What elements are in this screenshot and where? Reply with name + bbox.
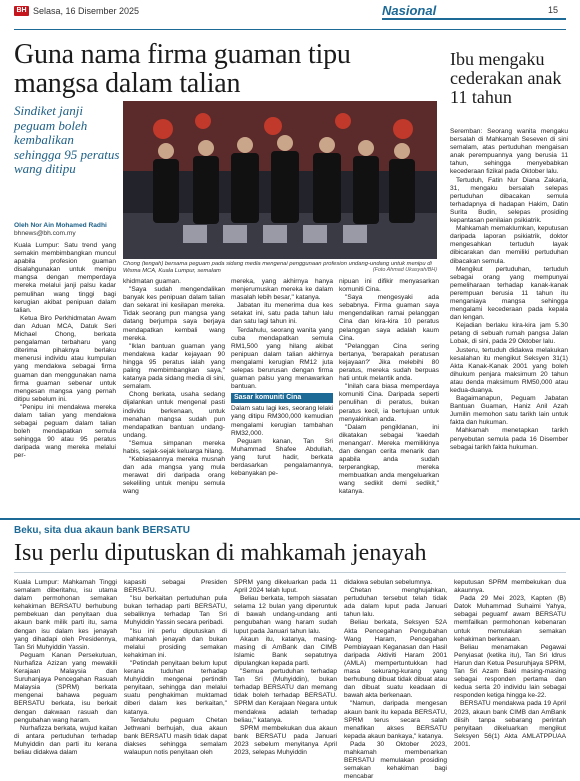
paragraph: SPRM membekukan dua akaun bank BERSATU pada Januari 2023 sebelum menyitanya April 2023, selepas Muhyiddin (234, 724, 337, 756)
story1-column-3 (231, 278, 333, 478)
paragraph: "Kebiasaannya mereka musnah dan ada mangsa yang mula merawat diri daripada orang sekeliling untuk menipu semula wang (123, 456, 225, 496)
story2-column-4 (344, 579, 447, 781)
paragraph: Terdahulu peguam Chetan Jethwani berhujah, dua akaun bank BERSATU masih tidak dapat diakses sehingga semalam walaupun notis penyitaan oleh (124, 716, 227, 756)
story2-headline: Isu perlu diputuskan di mahkamah jenayah (14, 540, 427, 566)
paragraph: mereka, yang akhirnya hanya menjerumuskan mereka ke dalam masalah lebih besar," katanya. (231, 278, 333, 302)
paragraph: Terdahulu, seorang wanita yang cuba mendapatkan semula RM1,500 yang hilang akibat penipuan dalam talian akhirnya mengalami kerugian RM12 juta selepas berurusan dengan firma guaman palsu yang menawarkan bantuan. (231, 326, 333, 391)
paragraph: "Pelanggan Cina sering bertanya, 'berapakah peratusan kejayaan?' Jika melebihi 80 peratus, mereka sudah berpuas hati untuk melantik anda. (339, 342, 439, 383)
paragraph: nipuan ini difikir menyasarkan komuniti Cina. (339, 278, 439, 294)
sidebar-body (450, 128, 568, 452)
story1-column-4 (339, 278, 439, 497)
story2-column-2 (124, 579, 227, 757)
paragraph: Pada 30 Oktober 2023, mahkamah membenarkan BERSATU memulakan prosiding semakan kehakiman bagi mencabar (344, 740, 447, 781)
story2-column-3 (234, 579, 337, 757)
header-rule (14, 29, 566, 30)
paragraph: "Penipu ini mendakwa mereka dalam talian yang mendakwa sebagai peguam dalam talian boleh mendapatkan semula sehingga 90 atau 95 peratus daripada wang mereka melalui per- (14, 403, 116, 460)
story2-kicker: Beku, sita dua akaun bank BERSATU (14, 525, 190, 536)
paragraph: BERSATU mendakwa pada 19 April 2023, akaun bank CIMB dan AmBank diisih tanpa sebarang perintah penyitaan dikeluarkan mengikut Seksyen 56(1) Akta AMLATPPUAA 2001. (454, 700, 566, 748)
story1-crosshead: Sasar komuniti Cina (231, 393, 333, 403)
paragraph: Peguam Kanan Persekutuan, Nurhafiza Azizan yang mewakili Kerajaan Malaysia dan Suruhanjaya Pencegahan Rasuah Malaysia (SPRM) berkata mengenai bahawa peguam BERSATU berkata, isu berkait dengan dakwaan rasuah dan pengubahan wang haram. (14, 651, 117, 724)
paragraph: Seremban: Seorang wanita mengaku bersalah di Mahkamah Seseven di sini semalam, atas pertuduhan mengaisan anak perempuannya yang berusia 11 tahun, sehingga menyebabkan kecederaan fizikal pada Oktober lalu. (450, 128, 568, 176)
paragraph: Nurhafizza berkata, wujud kaitan di antara pertuduhan terhadap Muhyiddin dan parti itu kerana beliau didakwa dalam (14, 724, 117, 756)
paragraph: Chong berkata, usaha sedang dijalankan untuk mengenal pasti individu berkenaan, untuk menahan mangsa sudah pun mendapatkan bantuan undang-undang. (123, 391, 225, 439)
paragraph: "Semua simpanan mereka habis, sejak-sejak keluarga hilang. (123, 439, 225, 455)
paragraph: "Saya mengesyaki ada sebabnya. Firma guaman saya mengendalikan ramai pelanggan Cina dan kira-kira 10 peratus pelanggan saya adalah kaum Cina. (339, 294, 439, 342)
paragraph: keputusan SPRM membekukan dua akaunnya. (454, 579, 566, 595)
paragraph: Tertuduh, Fatin Nur Diana Zakaria, 31, mengaku bersalah selepas pertuduhan dibacakan semula terhadapnya di hadapan Hakim, Datin Surita Budin, selepas prosiding kepantasan penilaian psikiatrik. (450, 176, 568, 225)
section-rule (382, 18, 566, 20)
story1-column-3-top (231, 278, 333, 391)
paragraph: "Dalam pengiklanan, ini dikatakan sebagai 'kaedah menangan'. Mereka memilikinya dan dengan cerita menarik dan apabila anda sudah terperangkap, mereka membuatkan anda mengeluarkan wang sedikit demi sedikit," katanya. (339, 423, 439, 496)
paragraph: "Inilah cara biasa memperdaya komuniti Cina. Daripada seperti penulihan di peratus, bukan peratus kecil, ia bertujuan untuk menyakinkan anda. (339, 383, 439, 423)
paragraph: "Isu ini perlu diputuskan di mahkamah jenayah dan bukan melalui prosiding semakan kehakiman ini. (124, 627, 227, 659)
story2-headline-rule (14, 572, 566, 573)
issue-date: Selasa, 16 Disember 2025 (33, 6, 140, 16)
paragraph: didakwa sebulan sebelumnya. (344, 579, 433, 586)
paragraph: Kejadian berlaku kira-kira jam 5.30 petang di sebuah rumah pangsa Jalan Lobak, di sini, pada 29 Oktober lalu. (450, 322, 568, 346)
story2-top-rule (0, 518, 580, 520)
paragraph: Mahkamah memaklumkan, keputusan daripada laporan psikiatrik, doktor mengesahkan tertuduh layak dibicarakan dan memiliki pertuduhan dibacakan semula. (450, 225, 568, 265)
paragraph: "Iklan bantuan guaman yang mendakwa kadar kejayaan 90 hingga 95 peratus ialah yang paling membimbangkan saya," katanya pada sidang media di sini, semalam. (123, 342, 225, 391)
paragraph: khidmatan guaman. (123, 278, 181, 285)
paragraph: Mengikut pertuduhan, tertuduh sebagai orang yang mempunyai pemeliharaan terhadap kanak-kanak perempuan berusia 11 tahun itu menganiaya mangsa sehingga mengalami kecederaan pada kepala dan lengan. (450, 265, 568, 322)
paragraph: Mahkamah menetapkan tarikh penyebutan semula pada 16 Disember sebagai tarikh fakta hukuman. (450, 427, 568, 451)
story2-column-5 (454, 579, 566, 749)
press-photo-illustration (123, 101, 437, 259)
story2-column-1 (14, 579, 117, 757)
paragraph: Beliau menamakan Pegawai Penyiasat (ketika itu), Tan Sri Idrus Harun dan Ketua Pesuruhjaya SPRM, Tan Sri Azam Baki masing-masing sebagai responden pertama dan kedua serta 20 individu lain sebagai responden ketiga hingga ke-22. (454, 643, 566, 700)
byline (14, 222, 134, 238)
paragraph: Kuala Lumpur: Mahkamah Tinggi semalam diberitahu, isu utama dalam permohonan semakan kehakiman BERSATU berhubung pembekuan dan penyitaan dua akaun bank milik parti itu, sama dengan isu dalam kes jenayah yang dihadapi oleh Presidennya, Tan Sri Muhyiddin Yassin. (14, 579, 117, 651)
byline-email: bhnews@bh.com.my (14, 230, 76, 237)
story1-column-3-bottom (231, 405, 333, 478)
sidebar-headline: Ibu mengaku cederakan anak 11 tahun (450, 49, 562, 107)
photo-credit: (Foto Ahmad Ukasyah/BH) (372, 267, 437, 273)
paragraph: Peguam kanan, Tan Sri Muhammad Shafee Abdullah, yang turut hadir, berkata berdasarkan pengalamannya, kebanyakan pe- (231, 437, 333, 478)
newspaper-logo: BH (14, 6, 29, 16)
photo-caption: Chong (tengah) bersama peguam pada sidang media mengenai penggunaan profesion undang-undang untuk menipu di Wisma MCA, Kuala Lumpur, semalam (123, 261, 432, 274)
paragraph: Dalam satu lagi kes, seorang lelaki yang ditipu RM300,000 kemudian mengalami kerugian tambahan RM32,000. (231, 405, 333, 437)
paragraph: Pada 29 Mei 2023, Kapten (B) Datok Muhammad Suhaimi Yahya, sebagai peguamf awam BERSATU memfailkan permohonan kebenaran untuk memulakan semakan kehakiman berkenaan. (454, 595, 566, 643)
paragraph: kapasiti sebagai Presiden BERSATU. (124, 579, 227, 595)
paragraph: Beliau berkata, Seksyen 52A Akta Pencegahan Pengubahan Wang Haram, Pencegahan Pembiayaan Keganasan dan Hasil daripada Aktiviti Haram 2001 (AMLA) mempertuntukkan had masa sekurang-kurang yang berhubung dibuat tidak dibuat atau dan dibuat suatu keadaan di bawah akta berkenaan. (344, 619, 447, 700)
page-header (0, 0, 580, 30)
section-name: Nasional (382, 3, 437, 18)
story1-column-2 (123, 278, 225, 497)
paragraph: Akaun itu, katanya, masing-masing di AmBank dan CIMB Islamic Bank sepatutnya dipulangkan kepada parti. (234, 635, 337, 667)
byline-name: Oleh Nor Ain Mohamed Radhi (14, 222, 107, 229)
paragraph: "Saya sudah mengendalikan banyak kes penipuan dalam talian dan sekarat ini kesilapan mereka. Tidak seorang pun mangsa yang datang berjumpa saya berjaya mendapatkan kembali wang mereka. (123, 286, 225, 342)
paragraph: Kuala Lumpur: Satu trend yang semakin membimbangkan muncul apabila profesion guaman disalahgunakan untuk menipu mangsa dengan memperdaya mereka melalui janji palsu kadar pemulihan wang tinggi bagi kerugian akibat penipuan dalam talian. (14, 242, 116, 314)
page-number: 15 (548, 5, 559, 15)
paragraph: Jabatan itu menerima dua kes setakat ini, satu pada tahun lalu dan satu lagi tahun ini. (231, 302, 333, 326)
story1-column-1 (14, 242, 116, 461)
main-subheadline: Sindiket janji peguam boleh kembalikan sehingga 95 peratus wang ditipu (14, 103, 120, 176)
paragraph: SPRM yang dikeluarkan pada 11 April 2024 telah luput. (234, 579, 337, 595)
paragraph: Bagaimanapun, Peguam Jabatan Bantuan Guaman, Haniz Anil Azah Jumilin memohon satu tarikh lain untuk fakta dan hukuman. (450, 395, 568, 427)
paragraph: Beliau berkata, tempoh siasatan selama 12 bulan yang diperuntuk di bawah undang-undang anti pengubahan wang haram sudah luput pada Januari tahun lalu. (234, 595, 337, 635)
paragraph: Ketua Biro Perkhidmatan Awam dan Aduan MCA, Datuk Seri Michael Chong, berkata pengalaman terbaharu yang diterima pihaknya berlaku menerusi individu atau kumpulan yang mendakwa sebagai firma guaman dan menggunakan nama firma guaman sebenar untuk mengesan mangsa yang pernah ditipu sebelum ini. (14, 314, 116, 403)
paragraph: Justeru, tertuduh didakwa melakukan kesalahan itu mengikut Seksyen 31(1) Akta Kanak-Kanak 2001 yang boleh dihukum penjara maksimum 20 tahun atau denda maksimum RM50,000 atau kedua-duanya. (450, 346, 568, 394)
paragraph: "Semua pertuduhan terhadap Tan Sri (Muhyiddin), bukan terhadap BERSATU dan memang tidak boleh terhadap BERSATU. SPRM dan Kerajaan Negara untuk mendakwa adalah terhadap beliau," katanya. (234, 668, 337, 724)
press-conference-photo (123, 101, 437, 259)
paragraph: "Namun, daripada mengesan akaun bank itu kepada BERSATU, SPRM terus secara salah menafikan akses BERSATU kepada akaun bankaya," katanya. (344, 700, 447, 740)
paragraph: Chetan menghujahkan, pertuduhan tersebut telah tidak ada dalam luput pada Januari tahun lalu. (344, 587, 447, 619)
paragraph: "Isu berkaitan pertuduhan pula bukan terhadap parti BERSATU, sebaliknya terhadap Tan Sri Muhyiddin Yassin secara peribadi. (124, 595, 227, 627)
main-headline: Guna nama firma guaman tipu mangsa dalam talian (14, 39, 351, 99)
paragraph: "Petindah penyitaan belum luput kerana tuduhan terhadap Muhyiddin mengenai pertindih penyitaan, sehingga dan melalui suatu penghakiman muktamad diberi dalam kes berkaitan," katanya. (124, 659, 227, 716)
